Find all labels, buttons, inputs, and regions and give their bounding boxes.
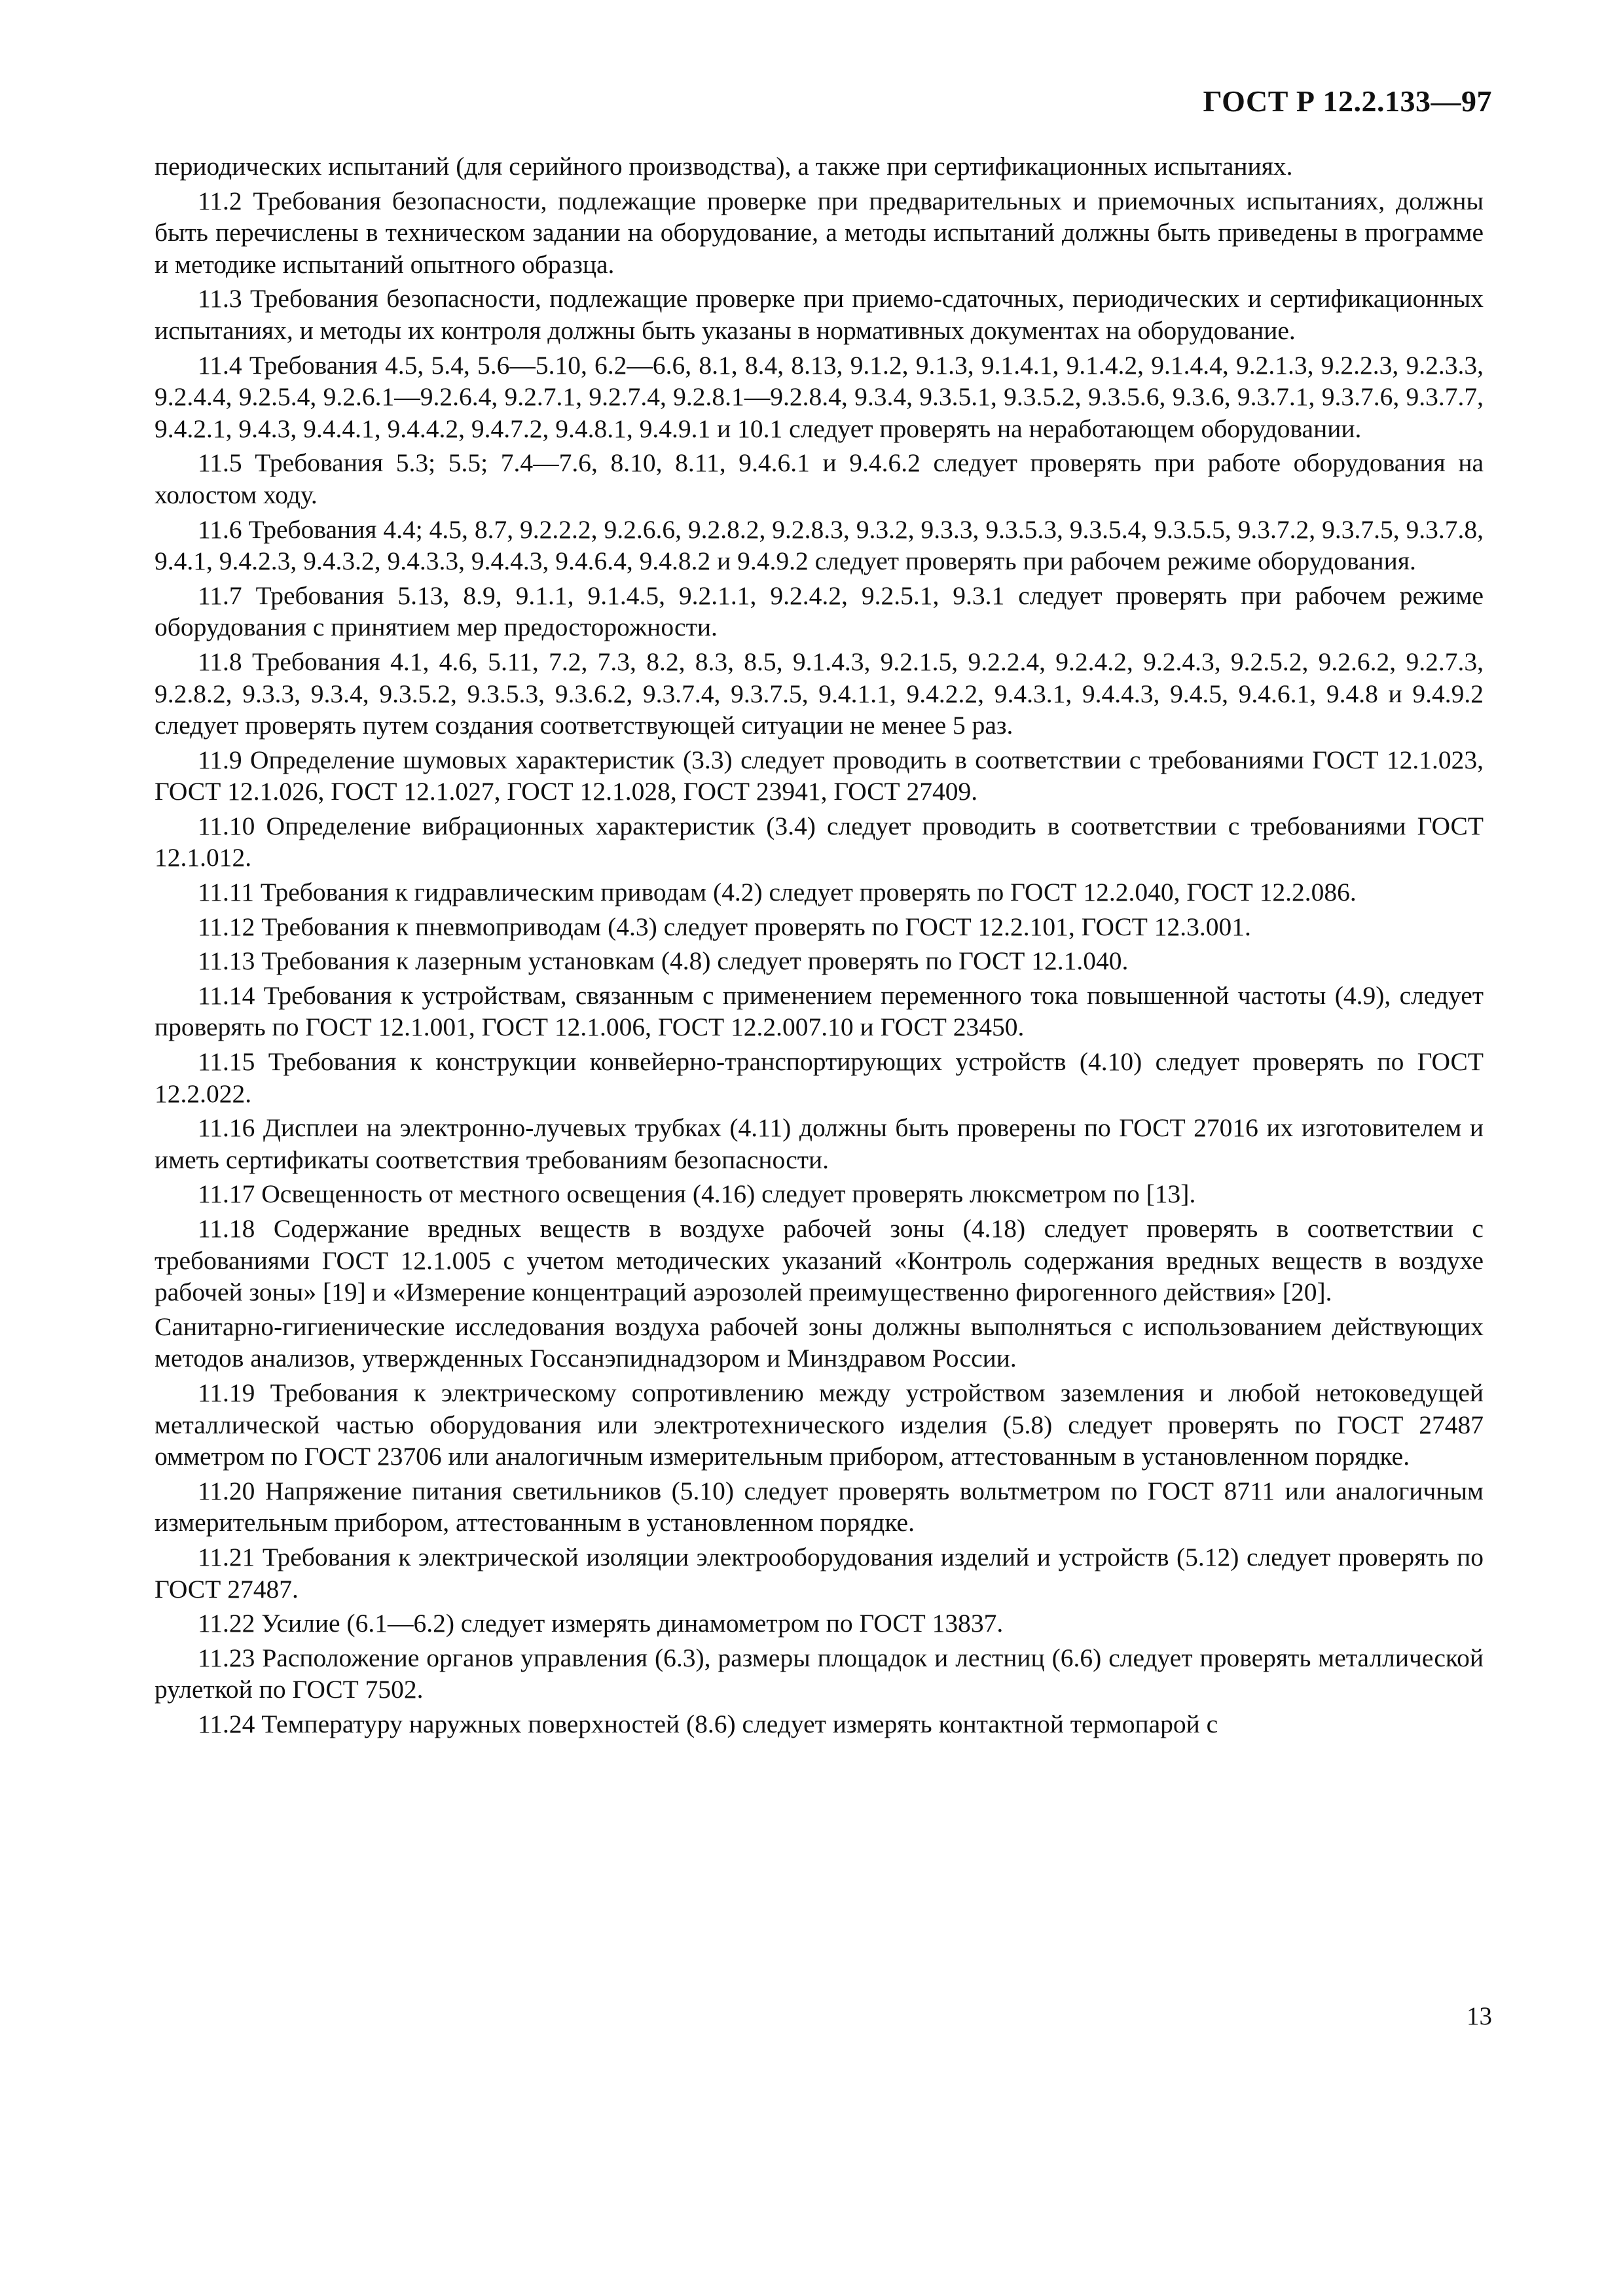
paragraph-11-19: 11.19 Требования к электрическому сопротивлению между устройством заземления и любой нетоковедущей металлической частью оборудования или электротехнического изделия (5.8) следует проверять по ГОСТ 27487 омметром по ГОСТ 23706 или аналогичным измерительным прибором, аттестованным в установленном порядке. xyxy=(155,1378,1484,1471)
paragraph-11-23: 11.23 Расположение органов управления (6.3), размеры площадок и лестниц (6.6) следует проверять металлической рулеткой по ГОСТ 7502. xyxy=(155,1643,1484,1704)
paragraph-11-24: 11.24 Температуру наружных поверхностей (8.6) следует измерять контактной термопарой с xyxy=(198,1709,1218,1738)
paragraph-11-9: 11.9 Определение шумовых характеристик (3.3) следует проводить в соответствии с требованиями ГОСТ 12.1.023, ГОСТ 12.1.026, ГОСТ 12.1.027, ГОСТ 12.1.028, ГОСТ 23941, ГОСТ 27409. xyxy=(155,745,1484,806)
paragraph-11-14: 11.14 Требования к устройствам, связанным с применением переменного тока повышенной частоты (4.9), следует проверять по ГОСТ 12.1.001, ГОСТ 12.1.006, ГОСТ 12.2.007.10 и ГОСТ 23450. xyxy=(155,980,1484,1042)
paragraph-11-11: 11.11 Требования к гидравлическим приводам (4.2) следует проверять по ГОСТ 12.2.040, ГОСТ 12.2.086. xyxy=(198,878,1357,907)
paragraph-11-22: 11.22 Усилие (6.1—6.2) следует измерять динамометром по ГОСТ 13837. xyxy=(198,1609,1004,1638)
document-body xyxy=(155,151,1484,1743)
paragraph-11-16: 11.16 Дисплеи на электронно-лучевых трубках (4.11) должны быть проверены по ГОСТ 27016 их изготовителем и иметь сертификаты соответствия требованиям безопасности. xyxy=(155,1113,1484,1174)
paragraph-11-12: 11.12 Требования к пневмоприводам (4.3) следует проверять по ГОСТ 12.2.101, ГОСТ 12.3.001. xyxy=(198,912,1251,941)
paragraph-11-21: 11.21 Требования к электрической изоляции электрооборудования изделий и устройств (5.12) следует проверять по ГОСТ 27487. xyxy=(155,1542,1484,1604)
paragraph-11-15: 11.15 Требования к конструкции конвейерно-транспортирующих устройств (4.10) следует проверять по ГОСТ 12.2.022. xyxy=(155,1047,1484,1108)
paragraph-11-17: 11.17 Освещенность от местного освещения (4.16) следует проверять люксметром по [13]. xyxy=(198,1179,1196,1209)
paragraph-11-6: 11.6 Требования 4.4; 4.5, 8.7, 9.2.2.2, 9.2.6.6, 9.2.8.2, 9.2.8.3, 9.3.2, 9.3.3, 9.3.5.3, 9.3.5.4, 9.3.5.5, 9.3.7.2, 9.3.7.5, 9.3.7.8, 9.4.1, 9.4.2.3, 9.4.3.2, 9.4.3.3, 9.4.4.3, 9.4.6.4, 9.4.8.2 и 9.4.9.2 следует проверять при рабочем режиме оборудования. xyxy=(155,514,1484,576)
paragraph-11-4: 11.4 Требования 4.5, 5.4, 5.6—5.10, 6.2—6.6, 8.1, 8.4, 8.13, 9.1.2, 9.1.3, 9.1.4.1, 9.1.4.2, 9.1.4.4, 9.2.1.3, 9.2.2.3, 9.2.3.3, 9.2.4.4, 9.2.5.4, 9.2.6.1—9.2.6.4, 9.2.7.1, 9.2.7.4, 9.2.8.1—9.2.8.4, 9.3.4, 9.3.5.1, 9.3.5.2, 9.3.5.6, 9.3.6, 9.3.7.1, 9.3.7.6, 9.3.7.7, 9.4.2.1, 9.4.3, 9.4.4.1, 9.4.4.2, 9.4.7.2, 9.4.8.1, 9.4.9.1 и 10.1 следует проверять на неработающем оборудовании. xyxy=(155,350,1484,443)
document-code-header: ГОСТ Р 12.2.133—97 xyxy=(1203,84,1492,118)
paragraph-11-7: 11.7 Требования 5.13, 8.9, 9.1.1, 9.1.4.5, 9.2.1.1, 9.2.4.2, 9.2.5.1, 9.3.1 следует проверять при рабочем режиме оборудования с принятием мер предосторожности. xyxy=(155,581,1484,642)
paragraph-11-18: 11.18 Содержание вредных веществ в воздухе рабочей зоны (4.18) следует проверять в соответствии с требованиями ГОСТ 12.1.005 с учетом методических указаний «Контроль содержания вредных веществ в воздухе рабочей зоны» [19] и «Измерение концентраций аэрозолей преимущественно фирогенного действия» [20]. xyxy=(155,1214,1484,1307)
paragraph-continuation: периодических испытаний (для серийного производства), а также при сертификационных испытаниях. xyxy=(155,152,1293,181)
paragraph-11-8: 11.8 Требования 4.1, 4.6, 5.11, 7.2, 7.3, 8.2, 8.3, 8.5, 9.1.4.3, 9.2.1.5, 9.2.2.4, 9.2.4.2, 9.2.4.3, 9.2.5.2, 9.2.6.2, 9.2.7.3, 9.2.8.2, 9.3.3, 9.3.4, 9.3.5.2, 9.3.5.3, 9.3.6.2, 9.3.7.4, 9.3.7.5, 9.4.1.1, 9.4.2.2, 9.4.3.1, 9.4.4.3, 9.4.5, 9.4.6.1, 9.4.8 и 9.4.9.2 следует проверять путем создания соответствующей ситуации не менее 5 раз. xyxy=(155,647,1484,740)
paragraph-11-10: 11.10 Определение вибрационных характеристик (3.4) следует проводить в соответствии с требованиями ГОСТ 12.1.012. xyxy=(155,811,1484,872)
paragraph-11-13: 11.13 Требования к лазерным установкам (4.8) следует проверять по ГОСТ 12.1.040. xyxy=(198,946,1129,976)
paragraph-11-20: 11.20 Напряжение питания светильников (5.10) следует проверять вольтметром по ГОСТ 8711 или аналогичным измерительным прибором, аттестованным в установленном порядке. xyxy=(155,1476,1484,1537)
paragraph-11-5: 11.5 Требования 5.3; 5.5; 7.4—7.6, 8.10, 8.11, 9.4.6.1 и 9.4.6.2 следует проверять при работе оборудования на холостом ходу. xyxy=(155,448,1484,509)
paragraph-11-3: 11.3 Требования безопасности, подлежащие проверке при приемо-сдаточных, периодических и сертификационных испытаниях, и методы их контроля должны быть указаны в нормативных документах на оборудование. xyxy=(155,284,1484,345)
page-number: 13 xyxy=(1467,2002,1492,2030)
paragraph-11-2: 11.2 Требования безопасности, подлежащие проверке при предварительных и приемочных испытаниях, должны быть перечислены в техническом задании на оборудование, а методы испытаний должны быть приведены в программе и методике испытаний опытного образца. xyxy=(155,186,1484,279)
paragraph-sanitary-note: Санитарно-гигиенические исследования воздуха рабочей зоны должны выполняться с использованием действующих методов анализов, утвержденных Госсанэпиднадзором и Минздравом России. xyxy=(155,1312,1484,1373)
